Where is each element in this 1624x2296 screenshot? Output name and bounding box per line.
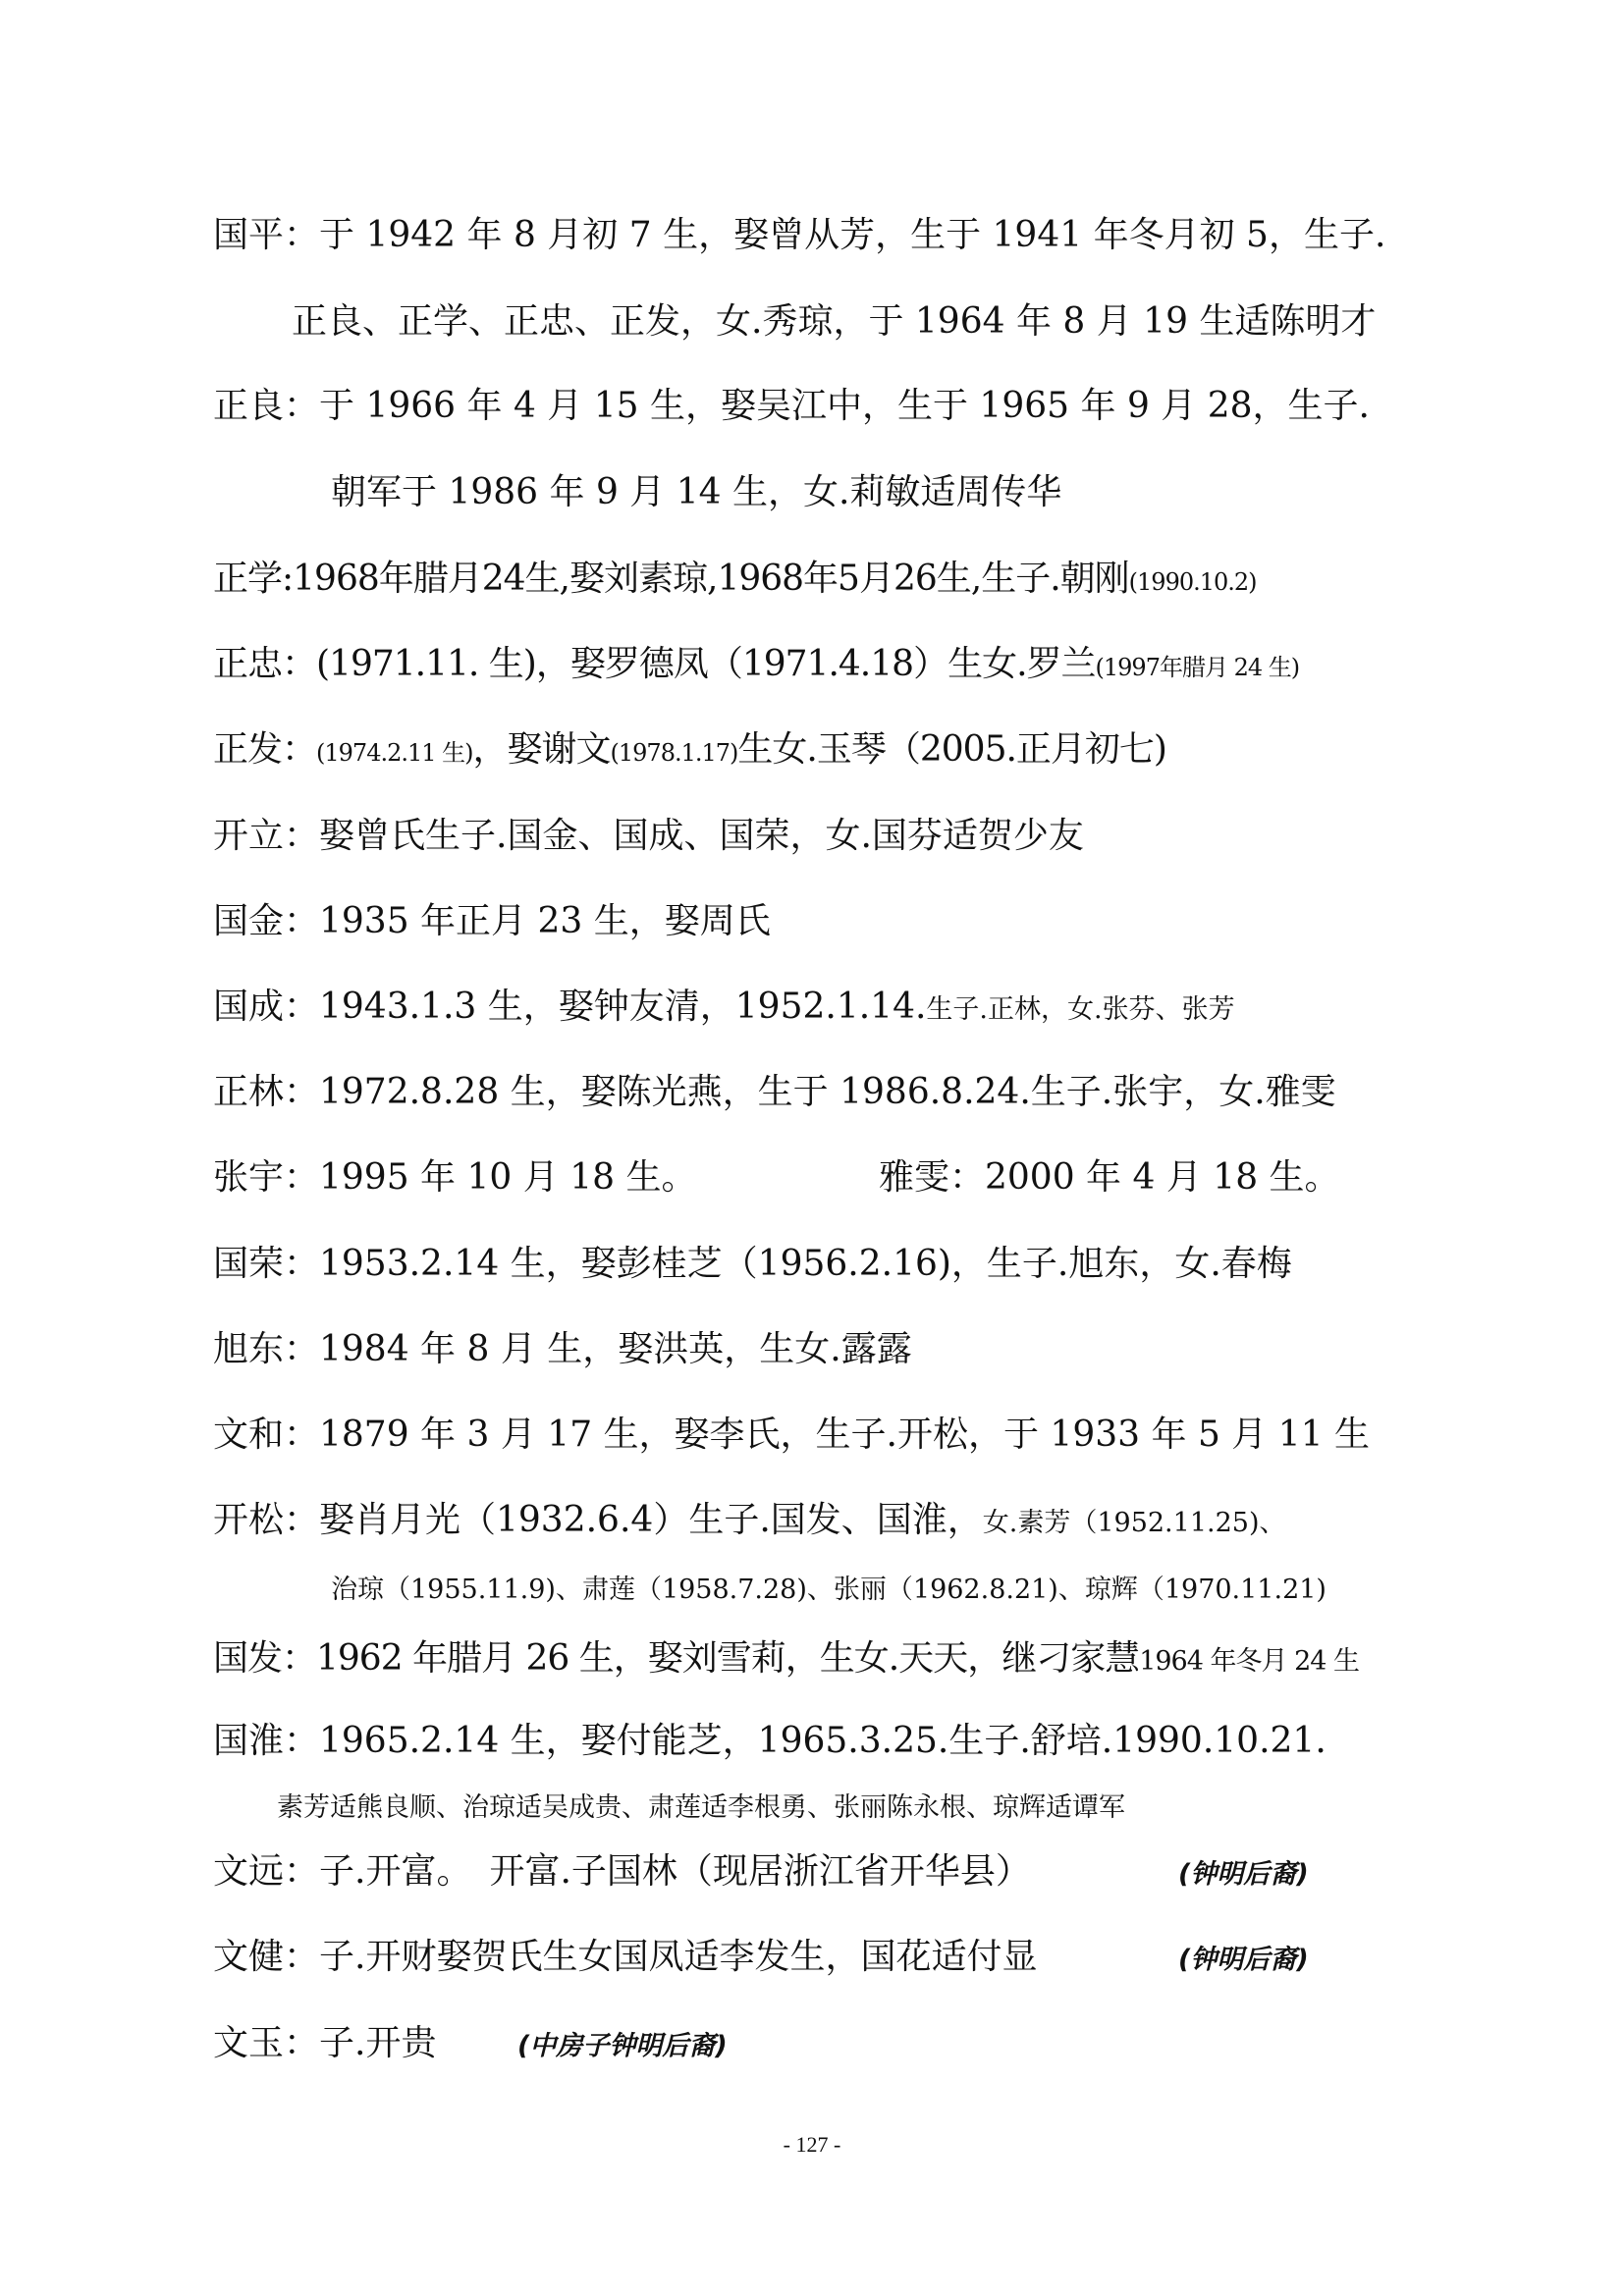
line-zhangyu xyxy=(213,1156,696,1200)
lineage-note xyxy=(517,2025,728,2068)
line-text: 正学:1968年腊月24生,娶刘素琼,1968年5月26生,生子.朝刚 xyxy=(213,559,1129,599)
line-text: 文玉：子.开贵 xyxy=(213,2023,437,2063)
line-text: 文和：1879 年 3 月 17 生，娶李氏，生子.开松，于 1933 年 5 月 11 生 xyxy=(213,1415,1370,1455)
line-label: 正发： xyxy=(213,729,317,770)
line-text: 正良：于 1966 年 4 月 15 生，娶吴江中，生于 1965 年 9 月 28，生子. xyxy=(213,386,1370,426)
lineage-note xyxy=(1178,1939,1309,1982)
lineage-note xyxy=(1178,1853,1309,1896)
line-text: 国金：1935 年正月 23 生，娶周氏 xyxy=(213,901,771,941)
line-kaisong xyxy=(213,1499,1285,1545)
line-wenjian xyxy=(213,1936,1037,1979)
line-text: 国成：1943.1.3 生，娶钟友清，1952.1.14. xyxy=(213,987,927,1027)
line-small-text: 治琼（1955.11.9)、肃莲（1958.7.28)、张丽（1962.8.21)、琼辉（1970.11.21) xyxy=(331,1575,1326,1605)
line-text: 雅雯：2000 年 4 月 18 生。 xyxy=(879,1157,1340,1198)
line-text: 生女.玉琴（2005.正月初七) xyxy=(737,729,1166,770)
line-guocheng xyxy=(213,986,1235,1032)
line-guojin xyxy=(213,900,771,943)
line-text: 正良、正学、正忠、正发，女.秀琼，于 1964 年 8 月 19 生适陈明才 xyxy=(292,301,1377,342)
line-daughters-marriages xyxy=(277,1787,1125,1830)
line-small-text: 女.素芳（1952.11.25)、 xyxy=(982,1508,1286,1538)
line-kaili xyxy=(213,815,1084,858)
line-guoping xyxy=(213,214,1385,257)
line-text: 国平：于 1942 年 8 月初 7 生，娶曾从芳，生于 1941 年冬月初 5，生子. xyxy=(213,215,1386,255)
line-text: 正忠：(1971.11. 生)，娶罗德凤（1971.4.18）生女.罗兰 xyxy=(213,644,1096,684)
line-small-text: 生子.正林，女.张芬、张芳 xyxy=(926,994,1235,1025)
line-yawen xyxy=(879,1156,1340,1200)
line-small-text: (1997年腊月 24 生) xyxy=(1095,654,1300,681)
line-text: 国发：1962 年腊月 26 生，娶刘雪莉，生女.天天，继刁家慧 xyxy=(213,1638,1140,1679)
line-text: 文健：子.开财娶贺氏生女国凤适李发生，国花适付显 xyxy=(213,1937,1038,1977)
line-wenyuan xyxy=(213,1850,1031,1894)
line-text: ，娶谢文 xyxy=(472,729,611,770)
note-text: (钟明后裔) xyxy=(1178,1859,1309,1890)
line-zhengxue xyxy=(213,558,1257,604)
line-zhengzhong xyxy=(213,643,1299,689)
line-text: 旭东：1984 年 8 月 生，娶洪英，生女.露露 xyxy=(213,1329,912,1369)
line-small-text: (1974.2.11 生) xyxy=(316,739,473,767)
line-text: 朝军于 1986 年 9 月 14 生，女.莉敏适周传华 xyxy=(331,472,1062,512)
line-zhengliang xyxy=(213,385,1370,428)
line-small-text: (1990.10.2) xyxy=(1128,568,1257,596)
line-text: 正林：1972.8.28 生，娶陈光燕，生于 1986.8.24.生子.张宇，女.雅雯 xyxy=(213,1072,1336,1112)
line-text: 开立：娶曾氏生子.国金、国成、国荣，女.国芬适贺少友 xyxy=(213,816,1084,856)
line-text: 张宇：1995 年 10 月 18 生。 xyxy=(213,1157,697,1198)
line-guorong xyxy=(213,1243,1292,1286)
line-wenyu xyxy=(213,2022,436,2065)
line-zhenglin xyxy=(213,1071,1336,1114)
line-text: 国淮：1965.2.14 生，娶付能芝，1965.3.25.生子.舒培.1990.10.21. xyxy=(213,1721,1326,1761)
note-text: (中房子钟明后裔) xyxy=(517,2031,728,2061)
line-guohuai xyxy=(213,1720,1326,1763)
note-text: (钟明后裔) xyxy=(1178,1945,1309,1975)
line-kaisong-daughters xyxy=(331,1569,1326,1612)
line-text: 文远：子.开富。 开富.子国林（现居浙江省开华县） xyxy=(213,1851,1031,1892)
line-zhengfa xyxy=(213,728,1166,774)
line-text: 国荣：1953.2.14 生，娶彭桂芝（1956.2.16)，生子.旭东，女.春梅 xyxy=(213,1244,1292,1284)
line-guofa xyxy=(213,1637,1359,1683)
line-small-text: (1978.1.17) xyxy=(610,739,738,767)
line-xudong xyxy=(213,1328,912,1371)
page-number: - 127 - xyxy=(783,2132,841,2157)
line-small-text: 1964 年冬月 24 生 xyxy=(1139,1646,1360,1677)
line-zhengliang-children xyxy=(331,471,1061,514)
line-text: 开松：娶肖月光（1932.6.4）生子.国发、国淮， xyxy=(213,1500,983,1540)
line-wenhe xyxy=(213,1414,1370,1457)
line-small-text: 素芳适熊良顺、治琼适吴成贵、肃莲适李根勇、张丽陈永根、琼辉适谭军 xyxy=(277,1792,1125,1823)
line-guoping-children xyxy=(292,300,1376,344)
